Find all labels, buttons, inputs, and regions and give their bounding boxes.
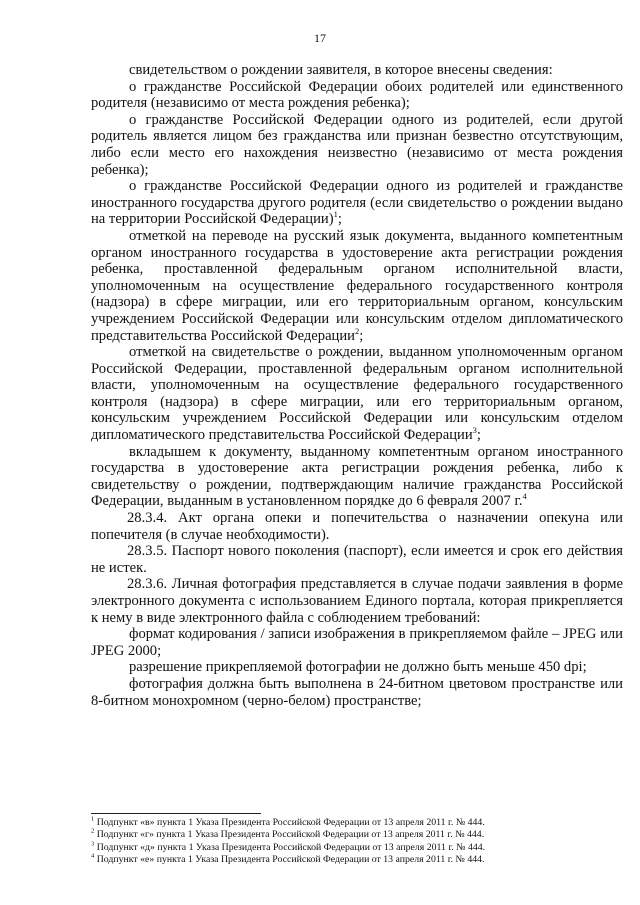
- footnote: $^2$ Подпункт «г» пункта 1 Указа Президента Российской Федерации от 13 апреля 2011 г. № 444.: [91, 828, 485, 841]
- footnote-ref: 4: [522, 491, 527, 502]
- paragraph: отметкой на свидетельстве о рождении, выданном уполномоченным органом Российской Федерации, проставленной федеральным органом исполнительной власти, уполномоченным на осуществление федерального государственного контроля (надзора) в сфере миграции, или его территориальным органом, консульским учреждением Российской Федерации или консульским отделом дипломатического представительства Российской Федерации$^3$;: [91, 344, 623, 444]
- paragraph: фотография должна быть выполнена в 24-битном цветовом пространстве или 8-битном монохромном (черно-белом) пространстве;: [91, 675, 623, 709]
- paragraph: свидетельством о рождении заявителя, в которое внесены сведения:: [129, 62, 553, 78]
- document-body: [91, 62, 623, 709]
- paragraph: о гражданстве Российской Федерации обоих родителей или единственного родителя (независимо от места рождения ребенка);: [91, 78, 623, 112]
- paragraph: вкладышем к документу, выданному компетентным органом иностранного государства в удостоверение акта регистрации рождения ребенка, либо к свидетельству о рождении, подтверждающим наличие гражданства Российской Федерации, выданным в установленном порядке до 6 февраля 2007 г.$^4$: [91, 443, 623, 510]
- footnote-ref: 3: [472, 425, 477, 436]
- page-number: 17: [314, 31, 326, 45]
- paragraph: 28.3.5. Паспорт нового поколения (паспорт), если имеется и срок его действия не истек.: [91, 543, 623, 576]
- footnote-ref: 2: [355, 325, 360, 336]
- paragraph: о гражданстве Российской Федерации одного из родителей, если другой родитель является лицом без гражданства или признан безвестно отсутствующим, либо если место его нахождения неизвестно (независимо от места рождения ребенка);: [91, 111, 623, 178]
- paragraph: 28.3.6. Личная фотография представляется в случае подачи заявления в форме электронного документа с использованием Единого портала, которая прикрепляется к нему в виде электронного файла с соблюдением требований:: [91, 576, 623, 626]
- footnote-divider: [91, 813, 261, 814]
- footnotes: [91, 817, 591, 867]
- paragraph: 28.3.4. Акт органа опеки и попечительства о назначении опекуна или попечителя (в случае необходимости).: [91, 510, 623, 543]
- footnote: $^1$ Подпункт «в» пункта 1 Указа Президента Российской Федерации от 13 апреля 2011 г. № 444.: [91, 815, 485, 828]
- paragraph: о гражданстве Российской Федерации одного из родителей и гражданстве иностранного государства другого родителя (если свидетельство о рождении выдано на территории Российской Федерации)$^1$;: [91, 178, 623, 228]
- paragraph: отметкой на переводе на русский язык документа, выданного компетентным органом иностранного государства в удостоверение акта регистрации рождения ребенка, проставленной федеральным органом исполнительной власти, уполномоченным на осуществление федерального государственного контроля (надзора) в сфере миграции, или его территориальным органом, консульским учреждением Российской Федерации или консульским отделом дипломатического представительства Российской Федерации$^2$;: [91, 227, 623, 344]
- paragraph: разрешение прикрепляемой фотографии не должно быть меньше 450 dpi;: [129, 659, 587, 676]
- footnote: $^4$ Подпункт «е» пункта 1 Указа Президента Российской Федерации от 13 апреля 2011 г. № 444.: [91, 852, 485, 866]
- footnote: $^3$ Подпункт «д» пункта 1 Указа Президента Российской Федерации от 13 апреля 2011 г. № 444.: [91, 840, 486, 853]
- paragraph: формат кодирования / записи изображения в прикрепляемом файле – JPEG или JPEG 2000;: [91, 626, 623, 659]
- footnote-ref: 1: [333, 209, 338, 220]
